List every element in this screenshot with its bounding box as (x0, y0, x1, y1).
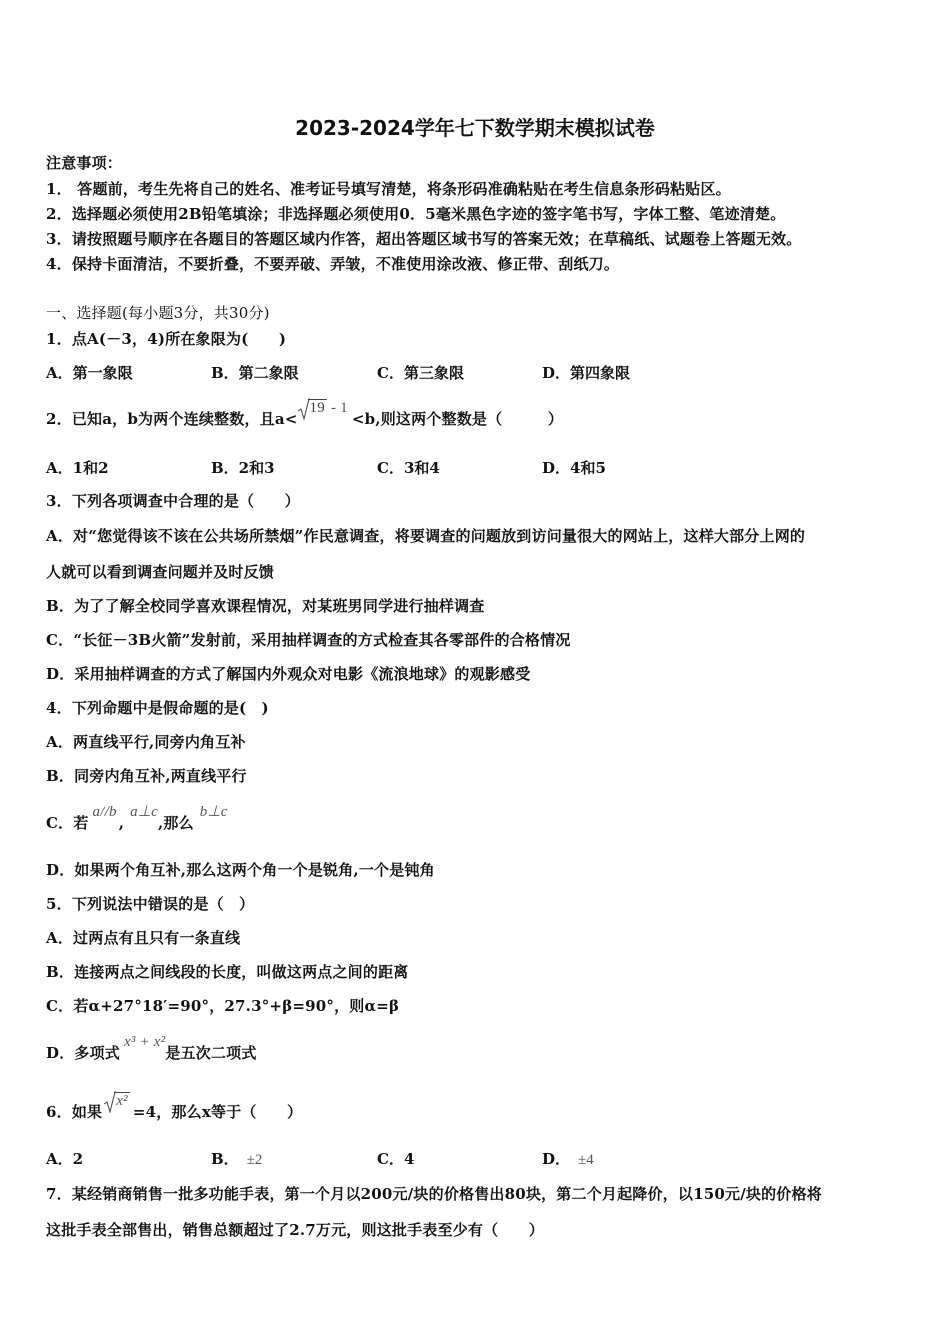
question-1-stem: 1．点A(－3，4)所在象限为( ) (46, 330, 287, 348)
q3-option-d: D．采用抽样调查的方式了解国内外观众对电影《流浪地球》的观影感受 (46, 665, 531, 683)
q4-c-perp-bc: b⊥c (199, 804, 228, 820)
q6-option-a: A．2 (46, 1150, 84, 1168)
q1-option-b: B．第二象限 (211, 364, 299, 382)
q2-stem-pre: 2．已知a，b为两个连续整数，且a< (46, 410, 298, 428)
q3-option-a-line1: A．对“您觉得该不该在公共场所禁烟”作民意调查，将要调查的问题放到访问量很大的网站上，这样大部分上网的 (46, 527, 806, 545)
question-7-line2: 这批手表全部售出，销售总额超过了2.7万元，则这批手表至少有（ ） (46, 1221, 544, 1239)
question-7-line1: 7．某经销商销售一批多功能手表，第一个月以200元/块的价格售出80块，第二个月起降价，以150元/块的价格将 (46, 1185, 822, 1203)
q2-option-a: A．1和2 (46, 459, 109, 477)
q3-option-b: B．为了了解全校同学喜欢课程情况，对某班男同学进行抽样调查 (46, 597, 485, 615)
q4-option-a: A．两直线平行,同旁内角互补 (46, 733, 246, 751)
q4-c-pre: C．若 (46, 814, 89, 832)
q1-option-d: D．第四象限 (542, 364, 631, 382)
q1-option-a: A．第一象限 (46, 364, 133, 382)
q3-option-c: C．“长征－3B火箭”发射前，采用抽样调查的方式检查其各零部件的合格情况 (46, 631, 571, 649)
q6-option-b-value: ±2 (246, 1152, 263, 1168)
q5-option-d (46, 1034, 257, 1063)
notice-item-3: 3．请按照题号顺序在各题目的答题区域内作答，超出答题区域书写的答案无效；在草稿纸、试题卷上答题无效。 (46, 230, 802, 248)
q5-option-c: C．若α+27°18′=90°，27.3°+β=90°，则α=β (46, 997, 400, 1015)
q1-option-c: C．第三象限 (377, 364, 464, 382)
question-2-stem (46, 400, 564, 429)
radical-sign-icon (298, 398, 310, 420)
q4-c-perp-ac: a⊥c (130, 804, 158, 820)
q5-option-a: A．过两点有且只有一条直线 (46, 929, 241, 947)
q4-c-mid: ,那么 (157, 814, 194, 832)
question-4-stem: 4．下列命题中是假命题的是( ) (46, 699, 269, 717)
q6-option-b: B． ±2 (211, 1150, 263, 1168)
q2-radicand: 19 (309, 400, 325, 416)
q4-option-c: C．若a//b,a⊥c,那么b⊥c (46, 804, 228, 832)
q4-option-d: D．如果两个角互补,那么这两个角一个是锐角,一个是钝角 (46, 861, 435, 879)
sqrt-19 (298, 400, 327, 417)
q6-option-c: C．4 (377, 1150, 415, 1168)
q4-option-b: B．同旁内角互补,两直线平行 (46, 767, 247, 785)
q6-option-d: D． ±4 (542, 1150, 594, 1168)
notice-item-4: 4．保持卡面清洁，不要折叠，不要弄破、弄皱，不准使用涂改液、修正带、刮纸刀。 (46, 255, 620, 273)
q2-option-c: C．3和4 (377, 459, 440, 477)
q4-c-parallel: a//b (92, 804, 117, 820)
section-heading: 一、选择题(每小题3分，共30分) (46, 304, 270, 322)
notice-item-2: 2．选择题必须使用2B铅笔填涂；非选择题必须使用0．5毫米黑色字迹的签字笔书写，字体工整、笔迹清楚。 (46, 205, 786, 223)
radical-sign-icon (104, 1091, 116, 1113)
question-6-stem (46, 1093, 303, 1122)
q5-option-b: B．连接两点之间线段的长度，叫做这两点之间的距离 (46, 963, 409, 981)
q6-radicand: x² (116, 1093, 128, 1109)
q2-option-b: B．2和3 (211, 459, 275, 477)
question-3-stem: 3．下列各项调查中合理的是（ ） (46, 492, 300, 510)
q5-d-polynomial: x³ + x² (124, 1034, 166, 1050)
q2-stem-post: <b,则这两个整数是（ ） (351, 410, 564, 428)
page-title: 2023-2024学年七下数学期末模拟试卷 (295, 116, 655, 140)
q6-stem-post: =4，那么x等于（ ） (132, 1103, 303, 1121)
q2-option-d: D．4和5 (542, 459, 606, 477)
question-5-stem: 5．下列说法中错误的是（ ） (46, 895, 255, 913)
sqrt-x-squared (104, 1093, 130, 1110)
notice-heading: 注意事项： (46, 154, 123, 172)
q3-option-a-line2: 人就可以看到调查问题并及时反馈 (46, 563, 275, 581)
q2-minus-one: - 1 (330, 400, 348, 416)
q6-stem-pre: 6．如果 (46, 1103, 103, 1121)
q6-option-d-value: ±4 (578, 1152, 594, 1168)
q5-d-pre: D．多项式 (46, 1044, 121, 1062)
notice-item-1: 1． 答题前，考生先将自己的姓名、准考证号填写清楚，将条形码准确粘贴在考生信息条形码粘贴区。 (46, 180, 731, 198)
q5-d-post: 是五次二项式 (165, 1044, 257, 1062)
